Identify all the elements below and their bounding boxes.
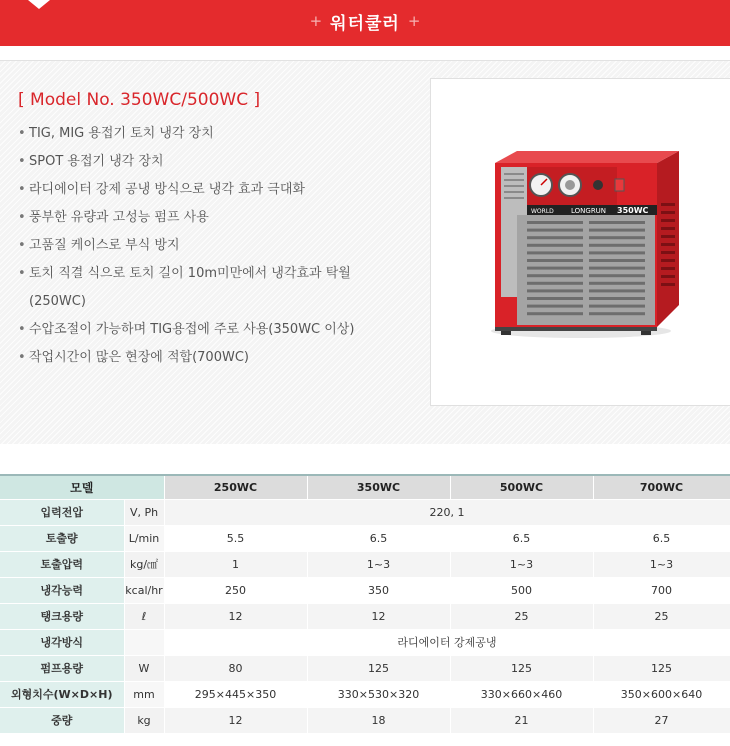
table-cell: 700 xyxy=(593,577,730,603)
row-unit: kg xyxy=(124,707,164,733)
column-header-350wc: 350WC xyxy=(307,475,450,499)
feature-item xyxy=(18,344,418,372)
bullet-icon: • xyxy=(18,154,26,169)
table-cell: 6.5 xyxy=(593,525,730,551)
grille-slot xyxy=(589,305,645,308)
plus-icon-right: + xyxy=(407,12,421,30)
model-heading: [ Model No. 350WC/500WC ] xyxy=(18,90,261,110)
bullet-icon: • xyxy=(18,266,26,281)
table-cell: 18 xyxy=(307,707,450,733)
logo-label: WORLD xyxy=(531,208,554,215)
table-cell: 250 xyxy=(164,577,307,603)
feature-text: TIG, MIG 용접기 토치 냉각 장치 xyxy=(29,126,214,141)
table-cell: 500 xyxy=(450,577,593,603)
table-cell: 1~3 xyxy=(307,551,450,577)
grille-slot xyxy=(589,267,645,270)
column-header-700wc: 700WC xyxy=(593,475,730,499)
table-cell: 5.5 xyxy=(164,525,307,551)
table-row xyxy=(0,655,730,681)
spec-table xyxy=(0,474,730,734)
table-cell: 1~3 xyxy=(593,551,730,577)
grille-slot xyxy=(589,297,645,300)
table-row xyxy=(0,551,730,577)
grille-slot xyxy=(527,274,583,277)
table-cell: 350 xyxy=(307,577,450,603)
row-label: 외형치수(W×D×H) xyxy=(0,681,124,707)
table-cell: 80 xyxy=(164,655,307,681)
grille-slot xyxy=(589,282,645,285)
page-title xyxy=(0,0,730,42)
feature-text: 고품질 케이스로 부식 방지 xyxy=(29,238,180,253)
bullet-icon: • xyxy=(18,182,26,197)
row-unit: V, Ph xyxy=(124,499,164,525)
feature-item xyxy=(18,288,418,316)
table-cell: 125 xyxy=(450,655,593,681)
row-unit: mm xyxy=(124,681,164,707)
model-label: 350WC xyxy=(617,206,649,215)
row-label: 토출량 xyxy=(0,525,124,551)
grille-slot xyxy=(589,244,645,247)
grille-slot xyxy=(589,312,645,315)
table-cell: 27 xyxy=(593,707,730,733)
table-cell: 1~3 xyxy=(450,551,593,577)
table-row xyxy=(0,499,730,525)
bullet-icon: • xyxy=(18,350,26,365)
grille-slot xyxy=(589,251,645,254)
feature-item xyxy=(18,120,418,148)
grille-slot xyxy=(527,267,583,270)
row-label: 냉각방식 xyxy=(0,629,124,655)
table-row xyxy=(0,681,730,707)
table-cell: 6.5 xyxy=(307,525,450,551)
feature-text: (250WC) xyxy=(29,294,86,309)
table-cell: 125 xyxy=(593,655,730,681)
grille-slot xyxy=(527,312,583,315)
feature-item xyxy=(18,260,418,288)
table-row xyxy=(0,525,730,551)
grille-slot xyxy=(527,289,583,292)
row-unit: ℓ xyxy=(124,603,164,629)
table-cell: 12 xyxy=(164,603,307,629)
table-header-row xyxy=(0,475,730,499)
table-cell: 350×600×640 xyxy=(593,681,730,707)
grille-slot xyxy=(527,259,583,262)
grille-slot xyxy=(589,221,645,224)
grille-slot xyxy=(589,229,645,232)
table-cell: 12 xyxy=(164,707,307,733)
water-cooler-image xyxy=(431,79,730,405)
divider xyxy=(0,60,730,61)
grille-slot xyxy=(527,221,583,224)
column-header-model: 모델 xyxy=(0,475,164,499)
row-unit: kg/㎠ xyxy=(124,551,164,577)
table-row xyxy=(0,577,730,603)
grille-slot xyxy=(527,251,583,254)
feature-text: 토치 직결 식으로 토치 길이 10m미만에서 냉각효과 탁월 xyxy=(29,266,351,281)
table-cell: 25 xyxy=(593,603,730,629)
grille-slot xyxy=(527,229,583,232)
feature-list xyxy=(18,120,418,372)
feature-item xyxy=(18,148,418,176)
grille-slot xyxy=(527,305,583,308)
table-cell: 295×445×350 xyxy=(164,681,307,707)
grille-slot xyxy=(527,236,583,239)
table-cell: 12 xyxy=(307,603,450,629)
row-label: 냉각능력 xyxy=(0,577,124,603)
row-unit: kcal/hr xyxy=(124,577,164,603)
feature-item xyxy=(18,204,418,232)
row-label: 탱크용량 xyxy=(0,603,124,629)
grille-slot xyxy=(527,244,583,247)
bullet-icon: • xyxy=(18,322,26,337)
grille-slot xyxy=(589,236,645,239)
feature-item xyxy=(18,176,418,204)
grille-slot xyxy=(527,282,583,285)
feature-text: 수압조절이 가능하며 TIG용접에 주로 사용(350WC 이상) xyxy=(29,322,355,337)
table-cell: 25 xyxy=(450,603,593,629)
table-cell: 1 xyxy=(164,551,307,577)
page-title-text: 워터쿨러 xyxy=(330,13,400,34)
feature-item xyxy=(18,316,418,344)
table-cell: 330×660×460 xyxy=(450,681,593,707)
plus-icon-left: + xyxy=(309,12,323,30)
row-unit xyxy=(124,629,164,655)
grille-slot xyxy=(589,274,645,277)
feature-text: 작업시간이 많은 현장에 적합(700WC) xyxy=(29,350,249,365)
feature-text: SPOT 용접기 냉각 장치 xyxy=(29,154,164,169)
table-cell: 6.5 xyxy=(450,525,593,551)
table-row xyxy=(0,629,730,655)
table-row xyxy=(0,707,730,733)
row-label: 중량 xyxy=(0,707,124,733)
brand-label: LONGRUN xyxy=(571,207,607,215)
column-header-250wc: 250WC xyxy=(164,475,307,499)
grille-slot xyxy=(527,297,583,300)
bullet-icon: • xyxy=(18,126,26,141)
table-cell: 125 xyxy=(307,655,450,681)
product-photo xyxy=(430,78,730,406)
row-unit: L/min xyxy=(124,525,164,551)
feature-text: 풍부한 유량과 고성능 펌프 사용 xyxy=(29,210,209,225)
feature-item xyxy=(18,232,418,260)
grille-slot xyxy=(589,259,645,262)
row-label: 토출압력 xyxy=(0,551,124,577)
row-unit: W xyxy=(124,655,164,681)
row-label: 펌프용량 xyxy=(0,655,124,681)
grille-slot xyxy=(589,289,645,292)
feature-text: 라디에이터 강제 공냉 방식으로 냉각 효과 극대화 xyxy=(29,182,305,197)
row-label: 입력전압 xyxy=(0,499,124,525)
table-cell: 330×530×320 xyxy=(307,681,450,707)
bullet-icon: • xyxy=(18,210,26,225)
column-header-500wc: 500WC xyxy=(450,475,593,499)
table-cell: 21 xyxy=(450,707,593,733)
table-row xyxy=(0,603,730,629)
merged-cell: 220, 1 xyxy=(164,499,730,525)
bullet-icon: • xyxy=(18,238,26,253)
merged-cell: 라디에이터 강제공냉 xyxy=(164,629,730,655)
